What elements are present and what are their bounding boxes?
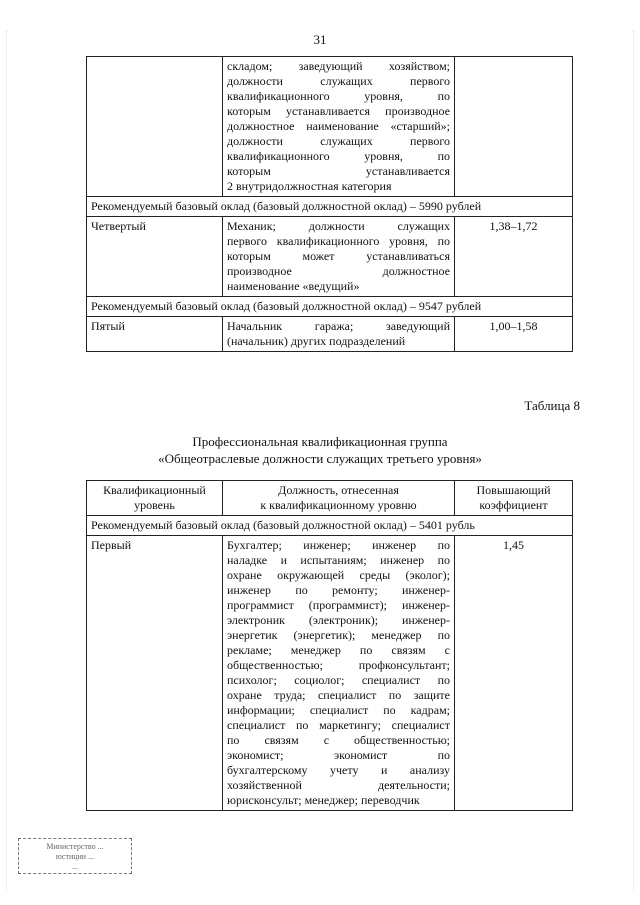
level-cell: Четвертый <box>87 217 223 297</box>
position-cell: складом; заведующий хозяйством; должности служащих первого квалификационного уровня, по которым устанавливается производное должностное наименование «старший»; должности служащих первого квалификационного уровня, по которым устанавливается 2 внутридолжностная категория <box>223 57 455 197</box>
table-row <box>87 57 573 197</box>
registration-stamp: Министерство ... юстиции ... ... <box>18 838 132 874</box>
header-coefficient: Повышающий коэффициент <box>455 481 573 516</box>
base-salary-cell: Рекомендуемый базовый оклад (базовый должностной оклад) – 5990 рублей <box>87 197 573 217</box>
table-header-row <box>87 481 573 516</box>
table-row <box>87 217 573 297</box>
table-row-salary <box>87 197 573 217</box>
table-row-salary <box>87 297 573 317</box>
table-row <box>87 317 573 352</box>
position-cell: Механик; должности служащих первого квалификационного уровня, по которым может устанавливаться производное должностное наименование «ведущий» <box>223 217 455 297</box>
table-8 <box>86 480 573 811</box>
coefficient-cell: 1,00–1,58 <box>455 317 573 352</box>
level-cell <box>87 57 223 197</box>
group-title-line: Профессиональная квалификационная группа <box>192 434 448 449</box>
coefficient-cell: 1,45 <box>455 536 573 811</box>
position-cell: Начальник гаража; заведующий (начальник) других подразделений <box>223 317 455 352</box>
coefficient-cell <box>455 57 573 197</box>
base-salary-cell: Рекомендуемый базовый оклад (базовый должностной оклад) – 9547 рублей <box>87 297 573 317</box>
level-cell: Первый <box>87 536 223 811</box>
table-row <box>87 536 573 811</box>
group-title <box>0 433 640 467</box>
group-title-line: «Общеотраслевые должности служащих третьего уровня» <box>158 451 482 466</box>
table-qualification-group-continued <box>86 56 573 352</box>
page-number: 31 <box>313 32 327 47</box>
header-position: Должность, отнесенная к квалификационному уровню <box>223 481 455 516</box>
level-cell: Пятый <box>87 317 223 352</box>
table-row-salary <box>87 516 573 536</box>
header-level: Квалификационный уровень <box>87 481 223 516</box>
position-cell: Бухгалтер; инженер; инженер по наладке и испытаниям; инженер по охране окружающей среды (эколог); инженер по ремонту; инженер- программист (программист); инженер- электроник (электроник); инженер- энергетик (энергетик); менеджер по рекламе; менеджер по связям с общественностью; профконсультант; психолог; социолог; специалист по охране труда; специалист по защите информации; специалист по кадрам; специалист по маркетингу; специалист по связям с общественностью; экономист; экономист по бухгалтерскому учету и анализу хозяйственной деятельности; юрисконсульт; менеджер; переводчик <box>223 536 455 811</box>
coefficient-cell: 1,38–1,72 <box>455 217 573 297</box>
table-caption: Таблица 8 <box>524 398 580 413</box>
base-salary-cell: Рекомендуемый базовый оклад (базовый должностной оклад) – 5401 рубль <box>87 516 573 536</box>
